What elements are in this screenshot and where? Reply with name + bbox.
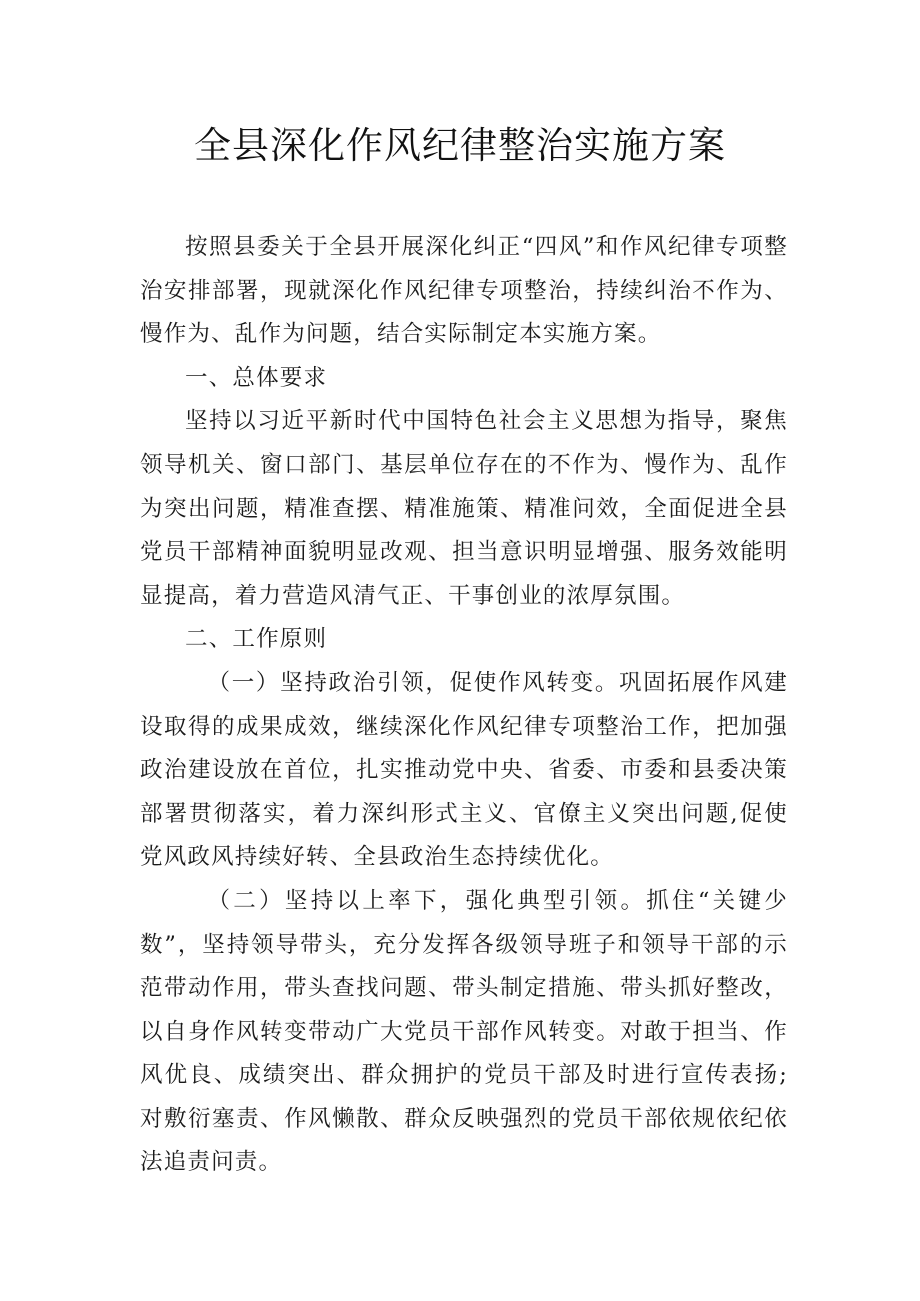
general-requirements-paragraph: 坚持以习近平新时代中国特色社会主义思想为指导，聚焦领导机关、窗口部门、基层单位存在的不作为、慢作为、乱作为突出问题，精准查摆、精准施策、精准问效，全面促进全县党员干部精神面貌明显改观、担当意识明显增强、服务效能明显提高，着力营造风清气正、干事创业的浓厚氛围。 [140, 408, 788, 609]
section-heading-work-principles: 二、工作原则 [185, 626, 328, 653]
section-heading-general-requirements: 一、总体要求 [185, 364, 328, 391]
principle-two-paragraph: （二）坚持以上率下，强化典型引领。抓住“关键少数”，坚持领导带头，充分发挥各级领导班子和领导干部的示范带动作用，带头查找问题、带头制定措施、带头抓好整改，以自身作风转变带动广大党员干部作风转变。对敢于担当、作风优良、成绩突出、群众拥护的党员干部及时进行宣传表扬;对敷衍塞责、作风懒散、群众反映强烈的党员干部依规依纪依法追责问责。 [140, 887, 788, 1176]
intro-paragraph: 按照县委关于全县开展深化纠正“四风”和作风纪律专项整治安排部署，现就深化作风纪律专项整治，持续纠治不作为、慢作为、乱作为问题，结合实际制定本实施方案。 [140, 234, 788, 348]
document-body [140, 226, 788, 1185]
document-title: 全县深化作风纪律整治实施方案 [194, 124, 726, 167]
principle-one-paragraph: （一）坚持政治引领，促使作风转变。巩固拓展作风建设取得的成果成效，继续深化作风纪律专项整治工作，把加强政治建设放在首位，扎实推动党中央、省委、市委和县委决策部署贯彻落实，着力深纠形式主义、官僚主义突出问题,促使党风政风持续好转、全县政治生态持续优化。 [140, 669, 788, 871]
